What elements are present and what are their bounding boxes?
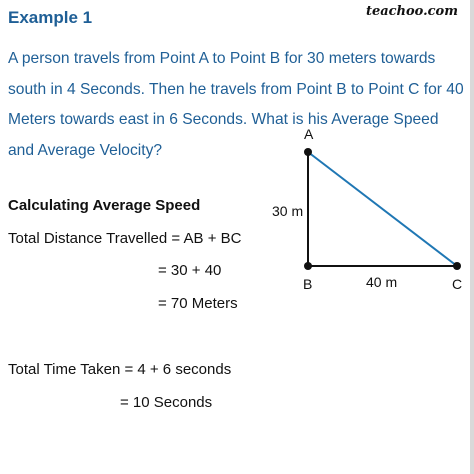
ab-length-label: 30 m: [272, 203, 304, 219]
point-c-label: C: [452, 276, 463, 292]
segment-ac: [308, 152, 457, 266]
time-formula: Total Time Taken = 4 + 6 seconds: [8, 361, 232, 378]
distance-step-1: = 30 + 40: [158, 262, 222, 279]
point-b-dot: [304, 262, 312, 270]
teachoo-logo: teachoo.com: [365, 4, 458, 19]
point-a-dot: [304, 148, 312, 156]
time-step-1: = 10 Seconds: [120, 394, 213, 411]
point-a-label: A: [304, 126, 314, 142]
question-text: A person travels from Point A to Point B for 30 meters towards south in 4 Seconds. Then he travels from Point B to Point C for 40 Meters towards east in 6 Seconds. What is his Average Speed and Average Velocity?: [8, 50, 464, 159]
bc-length-label: 40 m: [366, 274, 398, 290]
example-title: Example 1: [8, 8, 93, 27]
point-b-label: B: [303, 276, 313, 292]
section-heading: Calculating Average Speed: [8, 197, 201, 214]
distance-formula: Total Distance Travelled = AB + BC: [8, 230, 242, 247]
point-c-dot: [453, 262, 461, 270]
distance-step-2: = 70 Meters: [158, 295, 238, 312]
